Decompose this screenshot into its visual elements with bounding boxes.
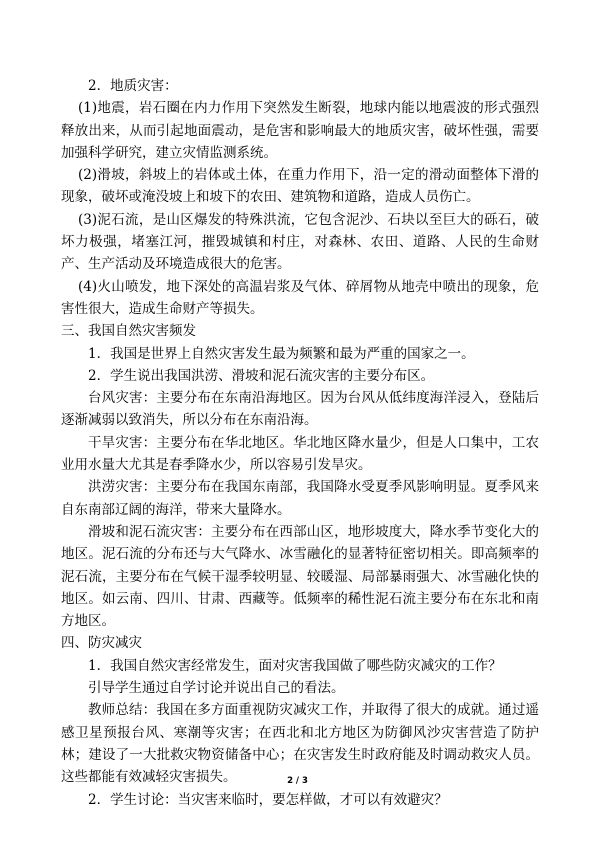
paragraph-drought: 干旱灾害：主要分布在华北地区。华北地区降水量少，但是人口集中，工农业用水量大尤其是春季降水少，所以容易引发旱灾。 xyxy=(61,434,539,474)
paragraph-debris-flow: (3)泥石流，是山区爆发的特殊洪流，它包含泥沙、石块以至巨大的砾石，破坏力极强，堵塞江河，摧毁城镇和村庄，对森林、农田、道路、人民的生命财产、生产活动及环境造成很大的危害。 xyxy=(61,211,539,273)
section-heading-disaster-prevention: 四、防灾减灾 xyxy=(61,635,142,652)
paragraph-landslide: (2)滑坡，斜坡上的岩体或土体，在重力作用下，沿一定的滑动面整体下滑的现象，破坏或淹没坡上和坡下的农田、建筑物和道路，造成人员伤亡。 xyxy=(61,167,539,206)
paragraph-flood: 洪涝灾害：主要分布在我国东南部，我国降水受夏季风影响明显。夏季风来自东南部辽阔的海洋，带来大量降水。 xyxy=(61,479,539,518)
paragraph-guidance: 引导学生通过自学讨论并说出自己的看法。 xyxy=(88,680,345,697)
paragraph-point-1: 1．我国是世界上自然灾害发生最为频繁和最为严重的国家之一。 xyxy=(88,345,475,362)
document-body xyxy=(61,75,539,811)
section-heading-geological-disasters: 2．地质灾害： xyxy=(88,78,178,94)
paragraph-teacher-summary: 教师总结：我国在多方面重视防灾减灾工作，并取得了很大的成就。通过遥感卫星预报台风、寒潮等灾害；在西北和北方地区为防御风沙灾害营造了防护林；建设了一大批救灾物资储备中心；在灾害发生时政府能及时调动救灾人员。这些都能有效减轻灾害损失。 xyxy=(61,702,539,786)
page-number: 2 / 3 xyxy=(287,776,308,786)
paragraph-question-2: 2．学生讨论：当灾害来临时，要怎样做，才可以有效避灾？ xyxy=(88,791,448,808)
paragraph-volcano: (4)火山喷发，地下深处的高温岩浆及气体、碎屑物从地壳中喷出的现象，危害性很大，造成生命财产等损失。 xyxy=(61,278,539,317)
paragraph-question-1: 1．我国自然灾害经常发生，面对灾害我国做了哪些防灾减灾的工作？ xyxy=(88,657,502,674)
paragraph-earthquake: (1)地震，岩石圈在内力作用下突然发生断裂，地球内能以地震波的形式强烈释放出来，从而引起地面震动，是危害和影响最大的地质灾害，破坏性强，需要加强科学研究，建立灾情监测系统。 xyxy=(61,100,539,161)
paragraph-typhoon: 台风灾害：主要分布在东南沿海地区。因为台风从低纬度海洋浸入，登陆后逐渐减弱以致消失，所以分布在东南沿海。 xyxy=(61,390,539,429)
paragraph-landslide-debris-distribution: 滑坡和泥石流灾害：主要分布在西部山区，地形坡度大，降水季节变化大的地区。泥石流的分布还与大气降水、冰雪融化的显著特征密切相关。即高频率的泥石流，主要分布在气候干湿季较明显、较暖湿、局部暴雨强大、冰雪融化快的地区。如云南、四川、甘肃、西藏等。低频率的稀性泥石流主要分布在东北和南方地区。 xyxy=(61,523,539,630)
section-heading-frequent-disasters: 三、我国自然灾害频发 xyxy=(61,323,196,340)
paragraph-point-2: 2．学生说出我国洪涝、滑坡和泥石流灾害的主要分布区。 xyxy=(88,367,435,384)
